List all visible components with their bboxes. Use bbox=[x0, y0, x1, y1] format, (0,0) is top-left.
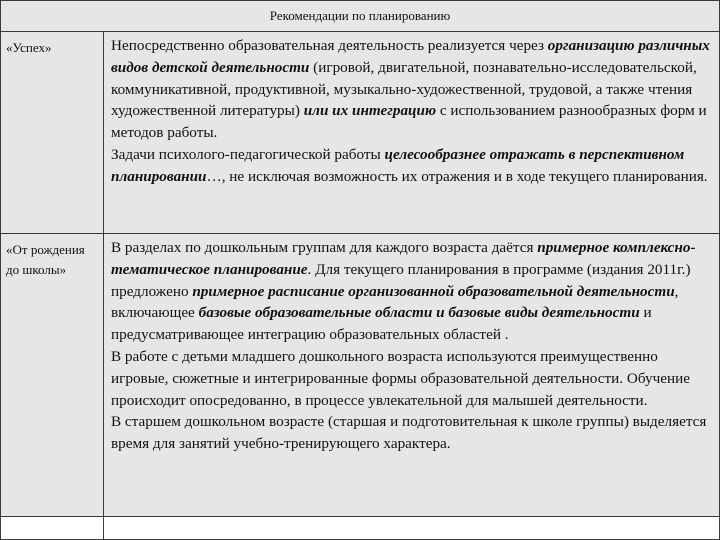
text-span: Задачи психолого-педагогической работы bbox=[111, 145, 385, 163]
emphasis-span: примерное комплексно-тематическое планирование bbox=[111, 239, 696, 278]
table-row bbox=[1, 234, 719, 517]
emphasis-span: базовые образовательные области и базовые виды деятельности bbox=[198, 304, 640, 322]
text-span: , включающее bbox=[111, 282, 679, 322]
text-span: …, не исключая возможность их отражения и в ходе текущего планирования. bbox=[206, 167, 708, 185]
emphasis-span: примерное расписание организованной образовательной деятельности bbox=[192, 282, 675, 300]
text-span: (игровой, двигательной, познавательно-исследовательской, коммуникативной, продуктивной, музыкально-художественной, трудовой, а также чтения художественной литературы) bbox=[111, 58, 697, 120]
row-content bbox=[111, 237, 711, 455]
text-span: В старшем дошкольном возрасте (старшая и подготовительная к школе группы) выделяется время для занятий учебно-тренирующего характера. bbox=[111, 413, 707, 453]
text-span: . Для текущего планирования в программе (издания 2011г.) предложено bbox=[111, 260, 691, 300]
paragraph bbox=[111, 35, 711, 144]
paragraph bbox=[111, 411, 711, 455]
table-title: Рекомендации по планированию bbox=[1, 1, 719, 32]
emphasis-span: организацию различных видов детской деятельности bbox=[111, 37, 710, 76]
emphasis-span: или их интеграцию bbox=[303, 102, 437, 120]
text-span: и предусматривающее интеграцию образовательных областей . bbox=[111, 304, 652, 344]
row-label: «Успех» bbox=[6, 40, 52, 55]
paragraph bbox=[111, 144, 711, 188]
text-span: Непосредственно образовательная деятельность реализуется через bbox=[111, 37, 548, 54]
table-row bbox=[1, 32, 719, 234]
paragraph bbox=[111, 346, 711, 411]
text-span: В работе с детьми младшего дошкольного возраста используются преимущественно игровые, сюжетные и интегрированные формы образовательной деятельности. Обучение происходит опосредованно, в процессе увлекательной для малышей деятельности. bbox=[111, 347, 690, 409]
text-span: В разделах по дошкольным группам для каждого возраста даётся bbox=[111, 239, 538, 256]
row-content bbox=[111, 35, 711, 188]
table-row-empty bbox=[1, 517, 719, 539]
emphasis-span: целесообразнее отражать в перспективном планировании bbox=[111, 145, 685, 185]
paragraph bbox=[111, 237, 711, 346]
row-label: «От рождения до школы» bbox=[6, 242, 85, 277]
text-span: с использованием разнообразных форм и методов работы. bbox=[111, 102, 707, 142]
column-divider bbox=[103, 32, 104, 539]
